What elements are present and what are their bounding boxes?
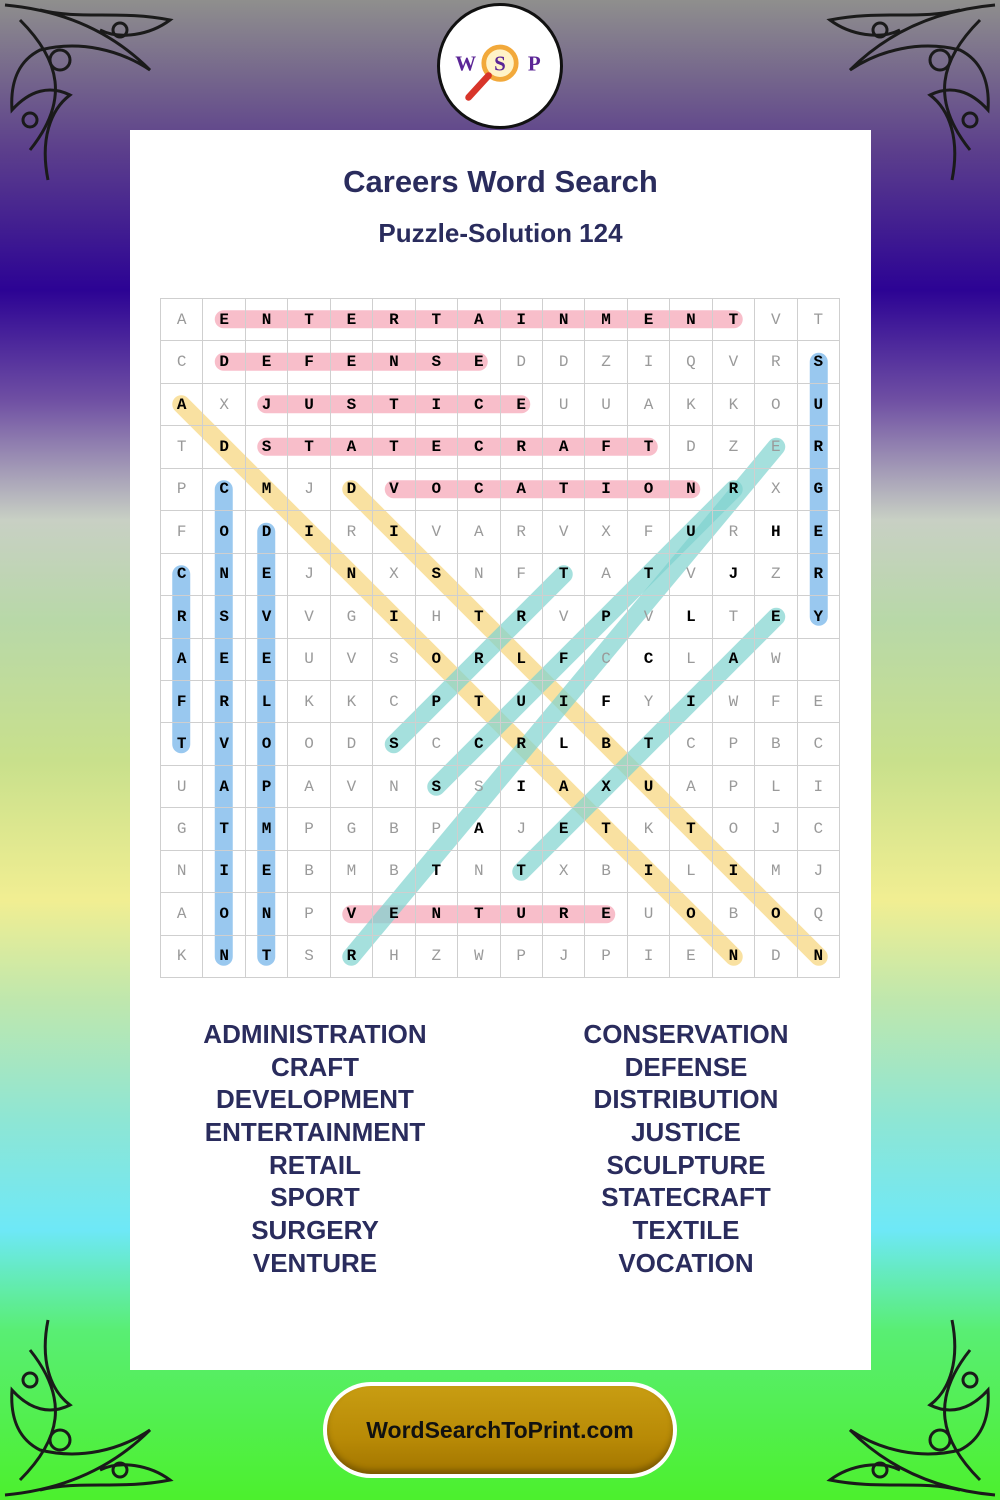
grid-cell[interactable]: E	[798, 511, 840, 553]
grid-cell[interactable]: E	[246, 851, 288, 893]
grid-cell[interactable]: G	[161, 808, 203, 850]
grid-cell[interactable]: J	[755, 808, 797, 850]
grid-cell[interactable]: A	[501, 469, 543, 511]
grid-cell[interactable]: E	[373, 893, 415, 935]
grid-cell[interactable]: F	[543, 639, 585, 681]
grid-cell[interactable]: H	[755, 511, 797, 553]
word-list-item: JUSTICE	[631, 1117, 741, 1148]
grid-cell[interactable]: A	[713, 639, 755, 681]
grid-cell[interactable]: L	[543, 723, 585, 765]
grid-cell[interactable]: V	[246, 596, 288, 638]
grid-cell[interactable]: U	[798, 384, 840, 426]
word-list-item: SURGERY	[251, 1215, 379, 1246]
grid-cell[interactable]: A	[161, 639, 203, 681]
grid-cell[interactable]: Q	[670, 341, 712, 383]
grid-cell[interactable]: N	[713, 936, 755, 978]
grid-cell[interactable]: I	[416, 384, 458, 426]
grid-cell[interactable]: S	[246, 426, 288, 468]
grid-cell[interactable]: P	[288, 893, 330, 935]
grid-cell[interactable]: T	[416, 851, 458, 893]
grid-cell[interactable]: D	[246, 511, 288, 553]
wsp-logo[interactable]	[437, 3, 563, 129]
grid-cell[interactable]: I	[628, 851, 670, 893]
grid-cell[interactable]: O	[755, 893, 797, 935]
grid-cell[interactable]: A	[585, 554, 627, 596]
grid-cell[interactable]: L	[755, 766, 797, 808]
grid-cell[interactable]: R	[501, 723, 543, 765]
grid-cell[interactable]: V	[331, 639, 373, 681]
grid-cell[interactable]: D	[670, 426, 712, 468]
grid-cell[interactable]: W	[458, 936, 500, 978]
grid-cell[interactable]: M	[246, 808, 288, 850]
grid-cell[interactable]: I	[203, 851, 245, 893]
grid-cell[interactable]: D	[543, 341, 585, 383]
grid-cell[interactable]: F	[161, 681, 203, 723]
grid-cell[interactable]: E	[585, 893, 627, 935]
grid-cell[interactable]: O	[416, 469, 458, 511]
grid-cell[interactable]: U	[543, 384, 585, 426]
grid-cell[interactable]: P	[713, 766, 755, 808]
grid-cell[interactable]: E	[246, 639, 288, 681]
grid-cell[interactable]: C	[161, 554, 203, 596]
grid-cell[interactable]: Z	[713, 426, 755, 468]
grid-cell[interactable]: E	[203, 299, 245, 341]
grid-cell[interactable]: V	[416, 511, 458, 553]
grid-cell[interactable]: V	[713, 341, 755, 383]
grid-cell[interactable]: Y	[798, 596, 840, 638]
grid-cell[interactable]: F	[501, 554, 543, 596]
grid-cell[interactable]: T	[373, 426, 415, 468]
grid-cell[interactable]: I	[713, 851, 755, 893]
grid-cell[interactable]: V	[543, 596, 585, 638]
grid-cell[interactable]: T	[416, 299, 458, 341]
word-list-right	[501, 1018, 871, 1280]
grid-cell[interactable]: G	[798, 469, 840, 511]
grid-cell[interactable]: N	[416, 893, 458, 935]
grid-cell[interactable]: E	[246, 341, 288, 383]
grid-cell[interactable]: U	[670, 511, 712, 553]
grid-cell[interactable]: S	[458, 766, 500, 808]
grid-cell[interactable]: M	[246, 469, 288, 511]
website-button[interactable]	[323, 1382, 677, 1478]
grid-cell[interactable]: A	[543, 426, 585, 468]
word-list-item: DEFENSE	[624, 1051, 748, 1082]
grid-cell[interactable]: D	[331, 469, 373, 511]
grid-cell[interactable]: V	[373, 469, 415, 511]
grid-cell[interactable]: B	[373, 851, 415, 893]
grid-cell[interactable]: U	[501, 681, 543, 723]
grid-cell[interactable]: A	[458, 299, 500, 341]
grid-cell[interactable]: E	[755, 426, 797, 468]
grid-cell[interactable]: J	[288, 469, 330, 511]
grid-cell[interactable]: M	[585, 299, 627, 341]
grid-cell[interactable]: O	[288, 723, 330, 765]
grid-cell[interactable]: G	[331, 808, 373, 850]
grid-cell[interactable]: S	[288, 936, 330, 978]
grid-cell[interactable]: J	[288, 554, 330, 596]
grid-cell[interactable]: T	[713, 299, 755, 341]
grid-cell[interactable]: I	[501, 766, 543, 808]
grid-cell[interactable]: K	[288, 681, 330, 723]
grid-cell[interactable]: K	[628, 808, 670, 850]
grid-cell[interactable]: C	[628, 639, 670, 681]
grid-cell[interactable]: Z	[416, 936, 458, 978]
grid-cell[interactable]: M	[331, 851, 373, 893]
word-list-item: VENTURE	[252, 1247, 378, 1278]
grid-cell[interactable]: H	[373, 936, 415, 978]
grid-cell[interactable]: E	[416, 426, 458, 468]
logo-letter-p: P	[527, 51, 541, 76]
grid-cell[interactable]: P	[416, 681, 458, 723]
word-list-item: ENTERTAINMENT	[204, 1117, 426, 1148]
grid-cell[interactable]: R	[713, 469, 755, 511]
grid-cell[interactable]: A	[288, 766, 330, 808]
grid-cell[interactable]: V	[670, 554, 712, 596]
grid-cell[interactable]: T	[670, 808, 712, 850]
grid-cell[interactable]: E	[628, 299, 670, 341]
website-button-body[interactable]	[327, 1386, 673, 1474]
grid-cell[interactable]: I	[628, 341, 670, 383]
grid-cell[interactable]: Z	[585, 341, 627, 383]
grid-cell[interactable]: L	[501, 639, 543, 681]
grid-cell[interactable]: T	[161, 426, 203, 468]
grid-cell[interactable]: E	[755, 596, 797, 638]
grid-cell[interactable]: S	[416, 554, 458, 596]
word-list-item: DEVELOPMENT	[216, 1084, 414, 1115]
grid-cell[interactable]: N	[203, 936, 245, 978]
grid-cell[interactable]: V	[203, 723, 245, 765]
grid-cell[interactable]: V	[288, 596, 330, 638]
grid-cell[interactable]: A	[161, 299, 203, 341]
word-list-item: DISTRIBUTION	[593, 1084, 779, 1115]
grid-cell[interactable]: D	[203, 426, 245, 468]
grid-cell[interactable]: C	[458, 426, 500, 468]
grid-cell[interactable]: D	[331, 723, 373, 765]
grid-cell[interactable]: V	[628, 596, 670, 638]
grid-cell[interactable]: A	[543, 766, 585, 808]
grid-cell[interactable]: C	[373, 681, 415, 723]
grid-cell[interactable]: A	[458, 511, 500, 553]
grid-cell[interactable]: A	[161, 384, 203, 426]
grid-cell[interactable]: L	[670, 639, 712, 681]
word-list-item: ADMINISTRATION	[203, 1019, 427, 1049]
grid-cell[interactable]: R	[331, 936, 373, 978]
grid-cell[interactable]: C	[203, 469, 245, 511]
grid-cell[interactable]: I	[585, 469, 627, 511]
grid-cell[interactable]: J	[798, 851, 840, 893]
grid-cell[interactable]: V	[331, 893, 373, 935]
grid-cell[interactable]: F	[161, 511, 203, 553]
grid-cell[interactable]: P	[246, 766, 288, 808]
grid-cell[interactable]: Z	[755, 554, 797, 596]
grid-cell[interactable]: V	[755, 299, 797, 341]
grid-cell[interactable]: C	[161, 341, 203, 383]
grid-cell[interactable]: O	[713, 808, 755, 850]
grid-cell[interactable]: C	[458, 469, 500, 511]
letter-grid	[160, 298, 840, 978]
grid-cell[interactable]: E	[203, 639, 245, 681]
word-list-item: TEXTILE	[632, 1215, 740, 1246]
grid-cell[interactable]: I	[628, 936, 670, 978]
grid-cell[interactable]: T	[501, 851, 543, 893]
grid-cell[interactable]: T	[585, 808, 627, 850]
word-list-item: STATECRAFT	[601, 1182, 771, 1213]
grid-cell[interactable]: B	[288, 851, 330, 893]
grid-cell[interactable]: N	[246, 299, 288, 341]
grid-cell[interactable]: N	[161, 851, 203, 893]
grid-cell[interactable]: A	[628, 384, 670, 426]
word-list-item: VOCATION	[618, 1247, 754, 1278]
grid-cell[interactable]: F	[755, 681, 797, 723]
word-list-item: SPORT	[270, 1182, 360, 1213]
grid-cell[interactable]: T	[373, 384, 415, 426]
grid-cell[interactable]: I	[288, 511, 330, 553]
grid-cell[interactable]: N	[670, 469, 712, 511]
grid-cell[interactable]: N	[203, 554, 245, 596]
grid-cell[interactable]: X	[203, 384, 245, 426]
grid-cell[interactable]: N	[458, 851, 500, 893]
grid-cell[interactable]: P	[501, 936, 543, 978]
grid-cell[interactable]: R	[798, 426, 840, 468]
grid-cell[interactable]: K	[713, 384, 755, 426]
grid-cell[interactable]: R	[501, 511, 543, 553]
grid-cell[interactable]: X	[585, 766, 627, 808]
grid-cell[interactable]: J	[501, 808, 543, 850]
grid-cell[interactable]: F	[288, 341, 330, 383]
grid-cell[interactable]: E	[331, 341, 373, 383]
grid-cell[interactable]: P	[288, 808, 330, 850]
website-label: WordSearchToPrint.com	[366, 1416, 634, 1443]
grid-cell[interactable]: K	[161, 936, 203, 978]
grid-cell[interactable]: L	[670, 596, 712, 638]
grid-cell[interactable]	[798, 639, 840, 681]
grid-cell[interactable]: I	[670, 681, 712, 723]
grid-cell[interactable]: X	[373, 554, 415, 596]
grid-cell[interactable]: A	[331, 426, 373, 468]
grid-cell[interactable]: O	[670, 893, 712, 935]
grid-cell[interactable]: H	[416, 596, 458, 638]
grid-cell[interactable]: X	[755, 469, 797, 511]
grid-cell[interactable]: N	[458, 554, 500, 596]
grid-cell[interactable]: P	[585, 596, 627, 638]
grid-cell[interactable]: J	[246, 384, 288, 426]
grid-cell[interactable]: O	[628, 469, 670, 511]
grid-cell[interactable]: J	[713, 554, 755, 596]
grid-cell[interactable]: U	[288, 639, 330, 681]
grid-cell[interactable]: L	[670, 851, 712, 893]
grid-cell[interactable]: N	[543, 299, 585, 341]
grid-cell[interactable]: T	[203, 808, 245, 850]
word-search-grid	[160, 298, 840, 978]
grid-cell[interactable]: E	[670, 936, 712, 978]
grid-cell[interactable]: B	[585, 723, 627, 765]
grid-cell[interactable]: A	[203, 766, 245, 808]
grid-cell[interactable]: C	[458, 384, 500, 426]
grid-cell[interactable]: F	[585, 681, 627, 723]
grid-cell[interactable]: B	[585, 851, 627, 893]
grid-cell[interactable]: A	[161, 893, 203, 935]
word-list	[130, 1018, 871, 1288]
grid-cell[interactable]: T	[713, 596, 755, 638]
grid-cell[interactable]: O	[203, 511, 245, 553]
grid-cell[interactable]: R	[798, 554, 840, 596]
grid-cell[interactable]: X	[543, 851, 585, 893]
grid-cell[interactable]: E	[543, 808, 585, 850]
grid-cell[interactable]: S	[416, 341, 458, 383]
grid-cell[interactable]: R	[755, 341, 797, 383]
grid-cell[interactable]: E	[458, 341, 500, 383]
grid-cell[interactable]: N	[373, 766, 415, 808]
grid-cell[interactable]: T	[288, 426, 330, 468]
grid-cell[interactable]: E	[331, 299, 373, 341]
grid-cell[interactable]: C	[798, 723, 840, 765]
grid-cell[interactable]: F	[585, 426, 627, 468]
grid-cell[interactable]: R	[203, 681, 245, 723]
grid-cell[interactable]: M	[755, 851, 797, 893]
grid-cell[interactable]: S	[373, 639, 415, 681]
grid-cell[interactable]: T	[246, 936, 288, 978]
grid-cell[interactable]: S	[373, 723, 415, 765]
grid-cell[interactable]: U	[628, 893, 670, 935]
grid-cell[interactable]: I	[373, 596, 415, 638]
grid-cell[interactable]: T	[628, 554, 670, 596]
word-list-left	[130, 1018, 500, 1280]
grid-cell[interactable]: V	[331, 766, 373, 808]
grid-cell[interactable]: C	[416, 723, 458, 765]
grid-cell[interactable]: A	[670, 766, 712, 808]
grid-cell[interactable]: S	[331, 384, 373, 426]
grid-cell[interactable]: D	[501, 341, 543, 383]
grid-cell[interactable]: U	[628, 766, 670, 808]
word-list-item: RETAIL	[269, 1149, 361, 1180]
grid-cell[interactable]: T	[628, 426, 670, 468]
grid-cell[interactable]: L	[246, 681, 288, 723]
grid-cell[interactable]: P	[713, 723, 755, 765]
grid-cell[interactable]: K	[331, 681, 373, 723]
grid-cell[interactable]: O	[203, 893, 245, 935]
grid-cell[interactable]: C	[670, 723, 712, 765]
grid-cell[interactable]: T	[628, 723, 670, 765]
grid-cell[interactable]: U	[288, 384, 330, 426]
logo-letter-w: W	[455, 51, 477, 76]
grid-cell[interactable]: A	[458, 808, 500, 850]
grid-cell[interactable]: I	[373, 511, 415, 553]
logo-letter-s: S	[494, 51, 506, 76]
page-subtitle: Puzzle-Solution 124	[378, 218, 623, 248]
page-title: Careers Word Search	[343, 164, 658, 199]
grid-cell[interactable]: P	[416, 808, 458, 850]
grid-cell[interactable]: E	[798, 681, 840, 723]
grid-cell[interactable]: N	[798, 936, 840, 978]
grid-cell[interactable]: T	[458, 681, 500, 723]
grid-cell[interactable]: U	[501, 893, 543, 935]
grid-cell[interactable]: B	[755, 723, 797, 765]
grid-cell[interactable]: K	[670, 384, 712, 426]
grid-cell[interactable]: B	[713, 893, 755, 935]
grid-cell[interactable]: R	[331, 511, 373, 553]
grid-cell[interactable]: R	[501, 596, 543, 638]
grid-cell[interactable]: P	[585, 936, 627, 978]
grid-cell[interactable]: R	[373, 299, 415, 341]
grid-cell[interactable]: N	[373, 341, 415, 383]
grid-cell[interactable]: I	[501, 299, 543, 341]
grid-cell[interactable]: J	[543, 936, 585, 978]
grid-cell[interactable]: N	[246, 893, 288, 935]
grid-cell[interactable]: V	[543, 511, 585, 553]
word-list-item: CRAFT	[270, 1051, 360, 1082]
grid-cell[interactable]: Y	[628, 681, 670, 723]
grid-cell[interactable]: C	[798, 808, 840, 850]
grid-cell[interactable]: T	[458, 893, 500, 935]
grid-cell[interactable]: R	[458, 639, 500, 681]
grid-cell[interactable]: R	[161, 596, 203, 638]
grid-cell[interactable]: T	[288, 299, 330, 341]
grid-cell[interactable]: E	[246, 554, 288, 596]
grid-cell[interactable]: G	[331, 596, 373, 638]
grid-cell[interactable]: N	[331, 554, 373, 596]
grid-cell[interactable]: T	[458, 596, 500, 638]
word-list-item: CONSERVATION	[583, 1019, 789, 1049]
grid-cell[interactable]: W	[755, 639, 797, 681]
grid-cell[interactable]: R	[501, 426, 543, 468]
grid-cell[interactable]: W	[713, 681, 755, 723]
grid-cell[interactable]: B	[373, 808, 415, 850]
grid-cell[interactable]: D	[755, 936, 797, 978]
grid-cell[interactable]: C	[585, 639, 627, 681]
grid-cell[interactable]: Q	[798, 893, 840, 935]
grid-cell[interactable]: S	[798, 341, 840, 383]
grid-cell[interactable]: O	[755, 384, 797, 426]
grid-cell[interactable]: T	[798, 299, 840, 341]
grid-cell[interactable]: O	[246, 723, 288, 765]
grid-cell[interactable]: O	[416, 639, 458, 681]
grid-cell[interactable]: X	[585, 511, 627, 553]
grid-cell[interactable]: F	[628, 511, 670, 553]
grid-cell[interactable]: U	[161, 766, 203, 808]
grid-cell[interactable]: S	[203, 596, 245, 638]
grid-cell[interactable]: P	[161, 469, 203, 511]
grid-cell[interactable]: T	[543, 554, 585, 596]
grid-cell[interactable]: T	[543, 469, 585, 511]
grid-cell[interactable]: C	[458, 723, 500, 765]
grid-cell[interactable]: E	[501, 384, 543, 426]
grid-cell[interactable]: S	[416, 766, 458, 808]
grid-cell[interactable]: R	[713, 511, 755, 553]
grid-cell[interactable]: T	[161, 723, 203, 765]
grid-cell[interactable]: R	[543, 893, 585, 935]
grid-cell[interactable]: I	[798, 766, 840, 808]
grid-cell[interactable]: D	[203, 341, 245, 383]
grid-cell[interactable]: U	[585, 384, 627, 426]
grid-cell[interactable]: N	[670, 299, 712, 341]
word-list-item: SCULPTURE	[606, 1149, 766, 1180]
grid-cell[interactable]: I	[543, 681, 585, 723]
